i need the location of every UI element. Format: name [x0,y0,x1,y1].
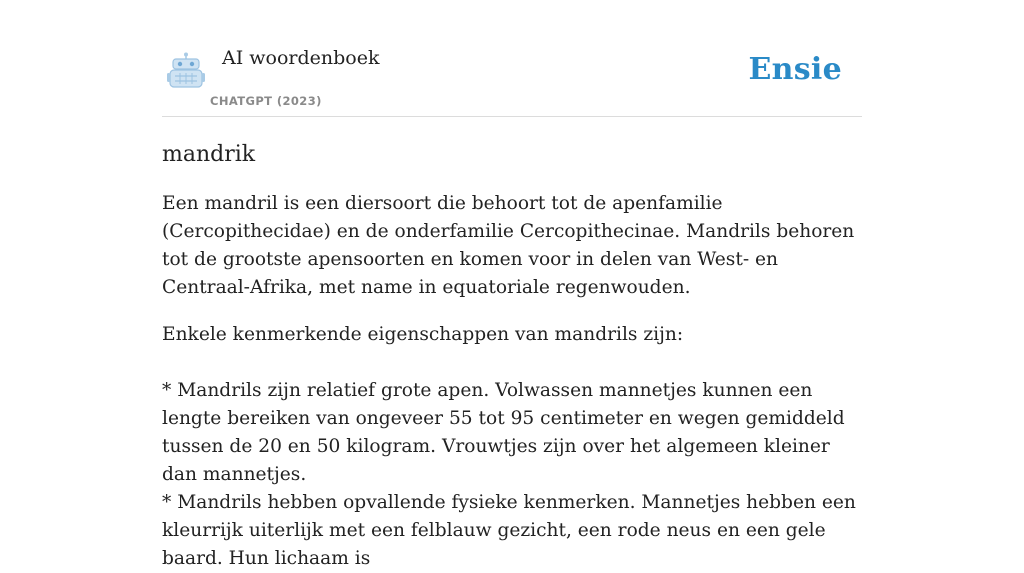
robot-icon [166,52,206,90]
entry-paragraph: Een mandril is een diersoort die behoort tot de apenfamilie (Cercopithecidae) en de onderfamilie Cercopithecinae. Mandrils behoren tot de grootste apensoorten en komen voor in delen van West- en Centraal-Afrika, met name in equatoriale regenwouden. [162,193,855,298]
bullet-item: * Mandrils hebben opvallende fysieke kenmerken. Mannetjes hebben een kleurrijk uiterlijk met een felblauw gezicht, een rode neus en een gele baard. Hun lichaam is [162,492,856,569]
brand-logo[interactable]: Ensie [748,52,842,87]
dictionary-header [162,38,862,117]
entry-paragraph: Enkele kenmerkende eigenschappen van mandrils zijn: [162,324,684,345]
bullet-item: * Mandrils zijn relatief grote apen. Volwassen mannetjes kunnen een lengte bereiken van ongeveer 55 tot 95 centimeter en wegen gemiddeld tussen de 20 en 50 kilogram. Vrouwtjes zijn over het algemeen kleiner dan mannetjes. [162,380,845,485]
entry-term: mandrik [162,142,256,167]
dictionary-source: CHATGPT (2023) [210,94,322,108]
dictionary-title[interactable]: AI woordenboek [222,47,380,69]
paragraph-spacer [162,349,867,377]
entry-content [162,140,867,573]
